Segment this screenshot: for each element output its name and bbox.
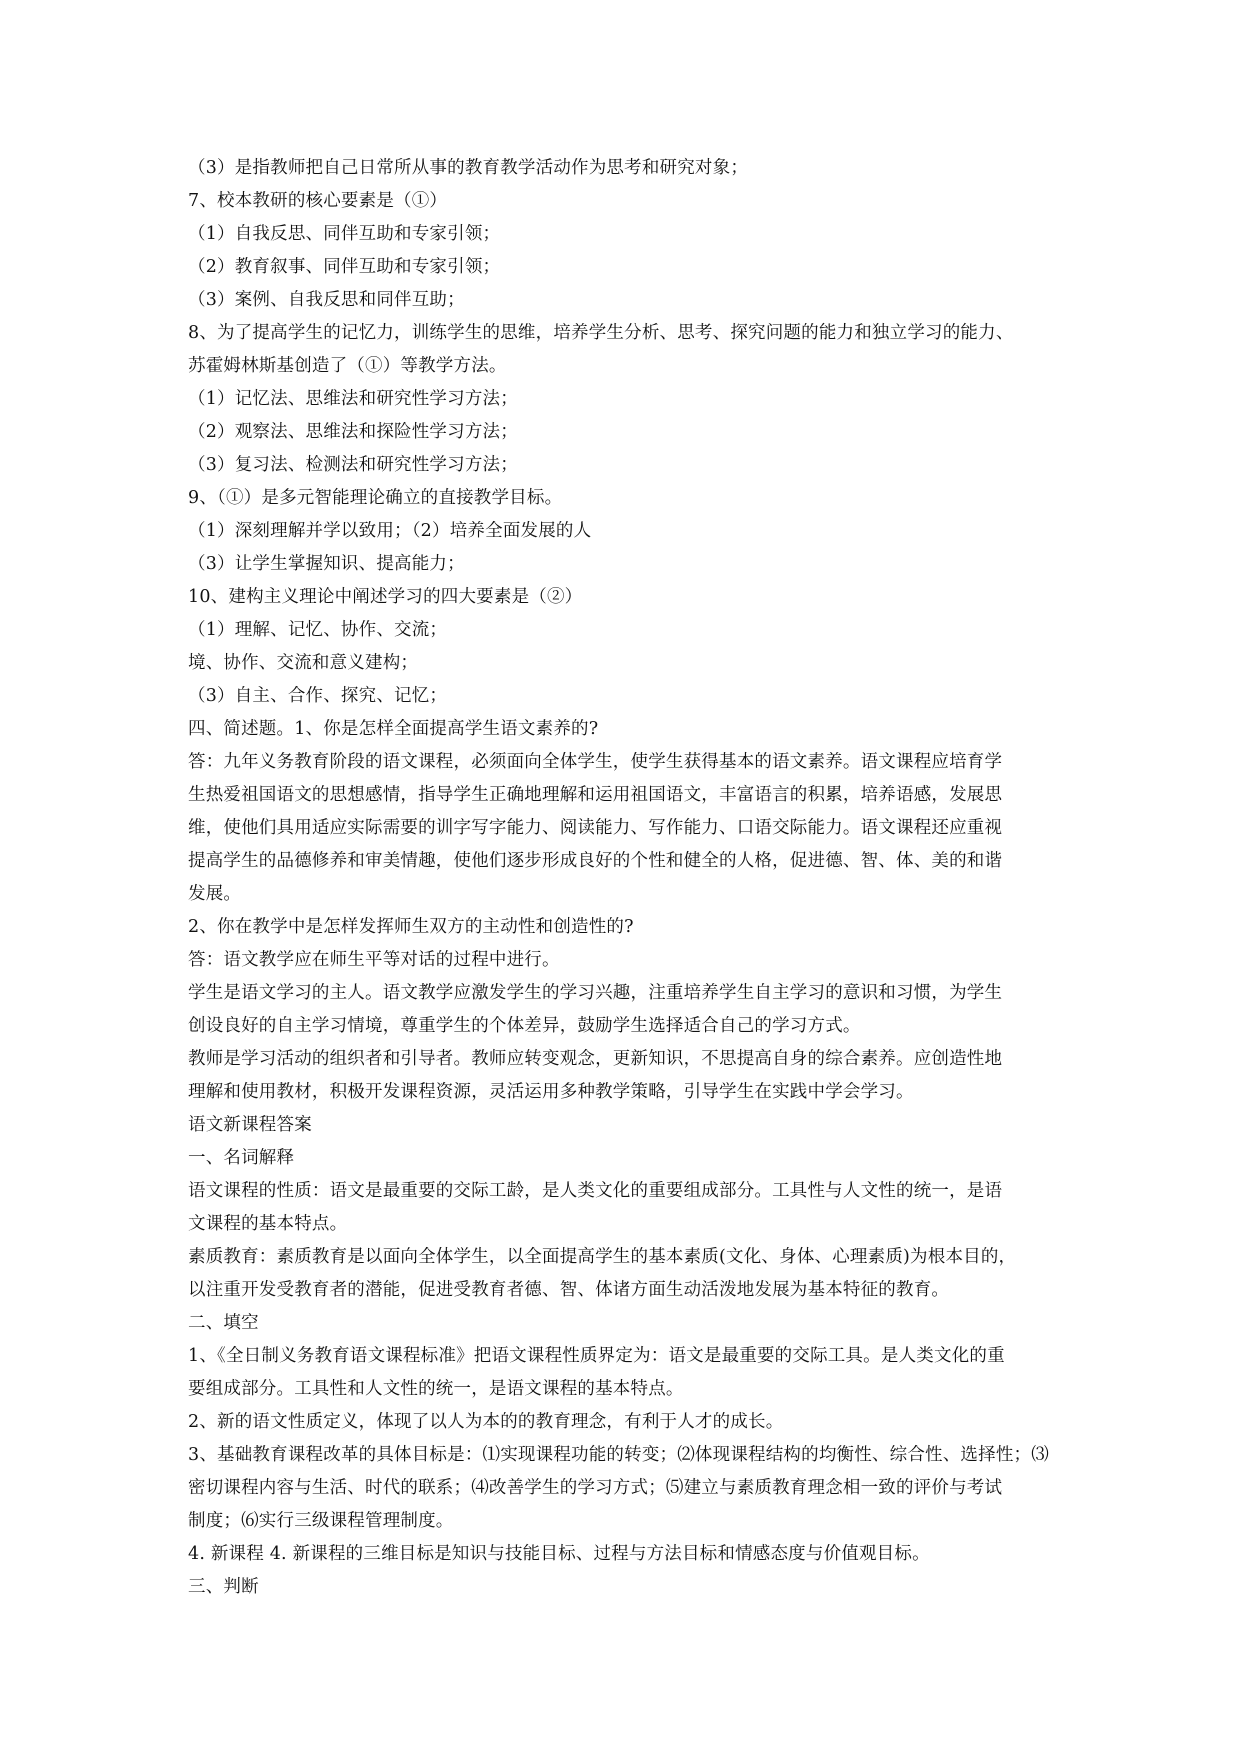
- option-line: （1）自我反思、同伴互助和专家引领；: [188, 224, 501, 244]
- definition-line: 以注重开发受教育者的潜能，促进受教育者德、智、体诸方面生动活泼地发展为基本特征的教育。: [188, 1280, 950, 1300]
- fill-line: 密切课程内容与生活、时代的联系；⑷改善学生的学习方式；⑸建立与素质教育理念相一致的评价与考试: [188, 1478, 1003, 1498]
- section-heading-judge: 三、判断: [188, 1577, 259, 1597]
- option-line: （3）让学生掌握知识、提高能力；: [188, 554, 465, 574]
- question-8: 8、为了提高学生的记忆力，训练学生的思维，培养学生分析、思考、探究问题的能力和独立学习的能力、: [188, 323, 1014, 343]
- answer-line: 学生是语文学习的主人。语文教学应激发学生的学习兴趣，注重培养学生自主学习的意识和习惯，为学生: [188, 983, 1003, 1003]
- option-line: （1）深刻理解并学以致用；（2）培养全面发展的人: [188, 521, 592, 541]
- option-line: （1）理解、记忆、协作、交流；: [188, 620, 448, 640]
- document-body: [188, 152, 1068, 1604]
- option-line: （1）记忆法、思维法和研究性学习方法；: [188, 389, 518, 409]
- fill-line: 3、基础教育课程改革的具体目标是：⑴实现课程功能的转变；⑵体现课程结构的均衡性、综合性、选择性；⑶: [188, 1445, 1049, 1465]
- definition-line: 语文课程的性质：语文是最重要的交际工龄，是人类文化的重要组成部分。工具性与人文性的统一，是语: [188, 1181, 1003, 1201]
- answer-line: 创设良好的自主学习情境，尊重学生的个体差异，鼓励学生选择适合自己的学习方式。: [188, 1016, 861, 1036]
- question-9: 9、（①）是多元智能理论确立的直接教学目标。: [188, 488, 563, 508]
- option-line: （2）观察法、思维法和探险性学习方法；: [188, 422, 518, 442]
- text-line: （3）是指教师把自己日常所从事的教育教学活动作为思考和研究对象；: [188, 158, 749, 178]
- option-line: （3）自主、合作、探究、记忆；: [188, 686, 448, 706]
- option-line: （2）教育叙事、同伴互助和专家引领；: [188, 257, 501, 277]
- option-line: （3）案例、自我反思和同伴互助；: [188, 290, 465, 310]
- definition-line: 素质教育：素质教育是以面向全体学生，以全面提高学生的基本素质(文化、身体、心理素质)为根本目的，: [188, 1247, 1017, 1267]
- section-title: 语文新课程答案: [188, 1115, 312, 1135]
- option-line: （3）复习法、检测法和研究性学习方法；: [188, 455, 518, 475]
- fill-line: 2、新的语文性质定义，体现了以人为本的的教育理念，有利于人才的成长。: [188, 1412, 784, 1432]
- fill-line: 4. 新课程 4. 新课程的三维目标是知识与技能目标、过程与方法目标和情感态度与价值观目标。: [188, 1544, 930, 1564]
- question-line: 2、你在教学中是怎样发挥师生双方的主动性和创造性的?: [188, 917, 634, 937]
- option-line: 境、协作、交流和意义建构；: [188, 653, 419, 673]
- fill-line: 1、《全日制义务教育语文课程标准》把语文课程性质界定为：语文是最重要的交际工具。是人类文化的重: [188, 1346, 1005, 1366]
- question-10: 10、建构主义理论中阐述学习的四大要素是（②）: [188, 587, 583, 607]
- answer-line: 理解和使用教材，积极开发课程资源，灵活运用多种教学策略，引导学生在实践中学会学习。: [188, 1082, 914, 1102]
- answer-line: 提高学生的品德修养和审美情趣，使他们逐步形成良好的个性和健全的人格，促进德、智、体、美的和谐: [188, 851, 1003, 871]
- answer-line: 答：语文教学应在师生平等对话的过程中进行。: [188, 950, 560, 970]
- answer-line: 教师是学习活动的组织者和引导者。教师应转变观念，更新知识，不思提高自身的综合素养。应创造性地: [188, 1049, 1003, 1069]
- section-heading-terms: 一、名词解释: [188, 1148, 295, 1168]
- answer-line: 发展。: [188, 884, 242, 904]
- definition-line: 文课程的基本特点。: [188, 1214, 348, 1234]
- section-heading-short-answer: 四、简述题。1、你是怎样全面提高学生语文素养的?: [188, 719, 599, 739]
- section-heading-fill: 二、填空: [188, 1313, 259, 1333]
- fill-line: 要组成部分。工具性和人文性的统一，是语文课程的基本特点。: [188, 1379, 684, 1399]
- answer-line: 答：九年义务教育阶段的语文课程，必须面向全体学生，使学生获得基本的语文素养。语文课程应培育学: [188, 752, 1003, 772]
- answer-line: 生热爱祖国语文的思想感情，指导学生正确地理解和运用祖国语文，丰富语言的积累，培养语感，发展思: [188, 785, 1003, 805]
- text-line: 苏霍姆林斯基创造了（①）等教学方法。: [188, 356, 507, 376]
- question-7: 7、校本教研的核心要素是（①）: [188, 191, 448, 211]
- fill-line: 制度；⑹实行三级课程管理制度。: [188, 1511, 454, 1531]
- answer-line: 维，使他们具用适应实际需要的训字写字能力、阅读能力、写作能力、口语交际能力。语文课程还应重视: [188, 818, 1003, 838]
